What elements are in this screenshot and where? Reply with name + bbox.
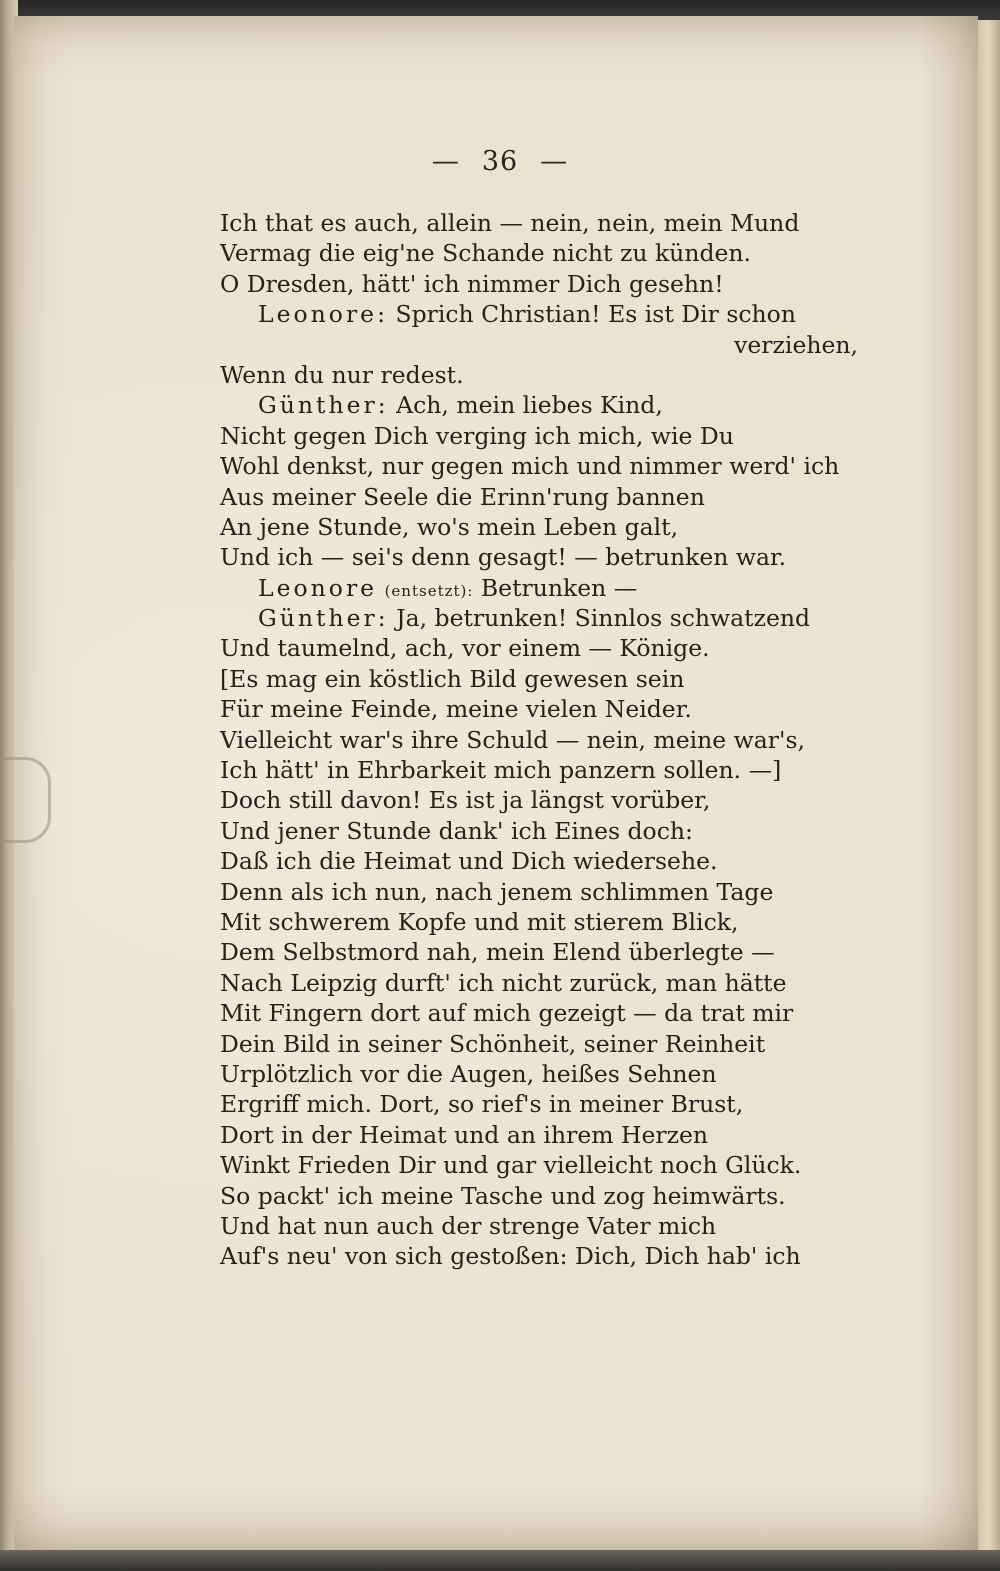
speaker-name: Günther: [258, 604, 389, 633]
verse-line: Doch still davon! Es ist ja längst vorüber, [220, 786, 711, 815]
page-number-dash-left: — [431, 146, 460, 177]
page-number [0, 146, 1000, 177]
page-number-dash-right: — [540, 146, 569, 177]
verse-line: Wohl denkst, nur gegen mich und nimmer werd' ich [220, 452, 840, 481]
verse-line: Und taumelnd, ach, vor einem — Könige. [220, 634, 710, 663]
verse-line: verziehen, [734, 330, 858, 359]
verse-line: Dem Selbstmord nah, mein Elend überlegte — [220, 938, 775, 967]
verse-line: Ich hätt' in Ehrbarkeit mich panzern sollen. —] [220, 756, 782, 785]
verse-line: Und ich — sei's denn gesagt! — betrunken war. [220, 543, 787, 572]
verse-line: Ich that es auch, allein — nein, nein, mein Mund [220, 209, 800, 237]
verse-line: So packt' ich meine Tasche und zog heimwärts. [220, 1181, 786, 1210]
verse-line: Ergriff mich. Dort, so rief's in meiner Brust, [220, 1090, 744, 1119]
verse-line: Leonore (entsetzt): Betrunken — [258, 573, 638, 602]
verse-line: Aus meiner Seele die Erinn'rung bannen [220, 482, 705, 511]
verse-line: Vielleicht war's ihre Schuld — nein, meine war's, [220, 725, 805, 754]
verse-line: Nach Leipzig durft' ich nicht zurück, man hätte [220, 968, 787, 997]
verse-line: Auf's neu' von sich gestoßen: Dich, Dich hab' ich [220, 1242, 801, 1271]
verse-line: Leonore: Sprich Christian! Es ist Dir schon [258, 300, 796, 329]
speaker-name: Leonore: [258, 300, 389, 329]
verse-text [220, 208, 940, 1272]
verse-line: Denn als ich nun, nach jenem schlimmen Tage [220, 877, 774, 906]
verse-line: [Es mag ein köstlich Bild gewesen sein [220, 664, 685, 693]
page-stack-edge [978, 20, 1000, 1551]
binding-clip [0, 757, 51, 843]
verse-line: Und hat nun auch der strenge Vater mich [220, 1211, 717, 1240]
verse-line: An jene Stunde, wo's mein Leben galt, [220, 512, 679, 541]
verse-line: O Dresden, hätt' ich nimmer Dich gesehn! [220, 269, 724, 298]
stage-direction: (entsetzt): [384, 581, 474, 600]
verse-line: Nicht gegen Dich verging ich mich, wie Du [220, 421, 734, 450]
verse-line: Daß ich die Heimat und Dich wiedersehe. [220, 847, 718, 876]
verse-line: Mit Fingern dort auf mich gezeigt — da trat mir [220, 999, 794, 1028]
bottom-edge [0, 1550, 1000, 1571]
verse-line: Für meine Feinde, meine vielen Neider. [220, 695, 692, 724]
verse-line: Günther: Ach, mein liebes Kind, [258, 391, 663, 420]
speaker-name: Leonore [258, 573, 378, 602]
verse-line: Vermag die eig'ne Schande nicht zu künden. [220, 239, 752, 268]
verse-line: Mit schwerem Kopfe und mit stierem Blick, [220, 907, 739, 936]
verse-line: Urplötzlich vor die Augen, heißes Sehnen [220, 1059, 717, 1088]
verse-line: Dein Bild in seiner Schönheit, seiner Reinheit [220, 1029, 766, 1058]
speaker-name: Günther: [258, 391, 389, 420]
verse-line: Günther: Ja, betrunken! Sinnlos schwatzend [258, 604, 811, 633]
verse-line: Winkt Frieden Dir und gar vielleicht noch Glück. [220, 1151, 802, 1180]
verse-line: Und jener Stunde dank' ich Eines doch: [220, 816, 693, 845]
verse-line: Dort in der Heimat und an ihrem Herzen [220, 1120, 709, 1149]
page-number-value: 36 [481, 146, 519, 177]
verse-line: Wenn du nur redest. [220, 360, 464, 389]
